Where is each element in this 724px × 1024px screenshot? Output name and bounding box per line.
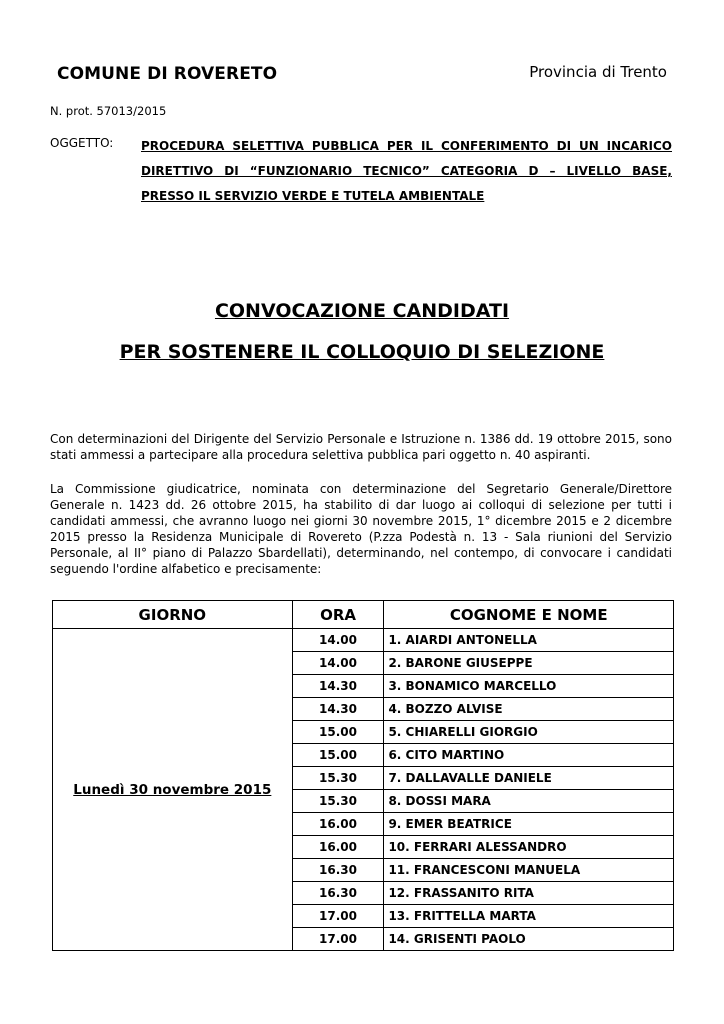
candidate-name-cell: 13. FRITTELLA MARTA bbox=[384, 905, 674, 928]
time-cell: 16.30 bbox=[292, 859, 384, 882]
interview-schedule-table bbox=[52, 600, 674, 951]
time-cell: 16.00 bbox=[292, 813, 384, 836]
document-title-line-1: CONVOCAZIONE CANDIDATI bbox=[214, 300, 510, 322]
candidate-name-cell: 7. DALLAVALLE DANIELE bbox=[384, 767, 674, 790]
header-day: GIORNO bbox=[53, 601, 293, 629]
candidate-name-cell: 2. BARONE GIUSEPPE bbox=[384, 652, 674, 675]
province-name: Provincia di Trento bbox=[529, 63, 667, 81]
time-cell: 14.00 bbox=[292, 629, 384, 652]
candidate-name-cell: 10. FERRARI ALESSANDRO bbox=[384, 836, 674, 859]
protocol-number: N. prot. 57013/2015 bbox=[50, 104, 167, 118]
paragraph-admission: Con determinazioni del Dirigente del Servizio Personale e Istruzione n. 1386 dd. 19 ottobre 2015, sono stati ammessi a partecipare alla procedura selettiva pubblica pari oggetto n. 40 aspiranti. bbox=[50, 432, 672, 462]
candidate-name-cell: 5. CHIARELLI GIORGIO bbox=[384, 721, 674, 744]
time-cell: 15.30 bbox=[292, 767, 384, 790]
header-time: ORA bbox=[292, 601, 384, 629]
time-cell: 14.30 bbox=[292, 675, 384, 698]
subject-label: OGGETTO: bbox=[50, 136, 114, 150]
time-cell: 14.00 bbox=[292, 652, 384, 675]
candidate-name-cell: 11. FRANCESCONI MANUELA bbox=[384, 859, 674, 882]
candidate-name-cell: 1. AIARDI ANTONELLA bbox=[384, 629, 674, 652]
candidate-name-cell: 6. CITO MARTINO bbox=[384, 744, 674, 767]
candidate-name-cell: 3. BONAMICO MARCELLO bbox=[384, 675, 674, 698]
time-cell: 17.00 bbox=[292, 905, 384, 928]
time-cell: 15.00 bbox=[292, 721, 384, 744]
candidate-name-cell: 8. DOSSI MARA bbox=[384, 790, 674, 813]
time-cell: 15.30 bbox=[292, 790, 384, 813]
time-cell: 16.30 bbox=[292, 882, 384, 905]
subject-text: PROCEDURA SELETTIVA PUBBLICA PER IL CONFERIMENTO DI UN INCARICO DIRETTIVO DI “FUNZIONARIO TECNICO” CATEGORIA D – LIVELLO BASE, PRESSO IL SERVIZIO VERDE E TUTELA AMBIENTALE bbox=[141, 139, 672, 203]
municipality-name: COMUNE DI ROVERETO bbox=[57, 64, 278, 84]
table-body bbox=[53, 629, 674, 951]
candidate-name-cell: 14. GRISENTI PAOLO bbox=[384, 928, 674, 951]
document-title-line-2: PER SOSTENERE IL COLLOQUIO DI SELEZIONE bbox=[119, 341, 605, 363]
candidate-name-cell: 12. FRASSANITO RITA bbox=[384, 882, 674, 905]
time-cell: 16.00 bbox=[292, 836, 384, 859]
candidate-name-cell: 4. BOZZO ALVISE bbox=[384, 698, 674, 721]
time-cell: 14.30 bbox=[292, 698, 384, 721]
time-cell: 17.00 bbox=[292, 928, 384, 951]
day-cell: Lunedì 30 novembre 2015 bbox=[53, 629, 293, 951]
candidate-name-cell: 9. EMER BEATRICE bbox=[384, 813, 674, 836]
time-cell: 15.00 bbox=[292, 744, 384, 767]
table-header-row bbox=[53, 601, 674, 629]
paragraph-commission: La Commissione giudicatrice, nominata con determinazione del Segretario Generale/Direttore Generale n. 1423 dd. 26 ottobre 2015, ha stabilito di dar luogo ai colloqui di selezione per tutti i candidati ammessi, che avranno luogo nei giorni 30 novembre 2015, 1° dicembre 2015 e 2 dicembre 2015 presso la Residenza Municipale di Rovereto (P.zza Podestà n. 13 - Sala riunioni del Servizio Personale, al II° piano di Palazzo Sbardellati), determinando, nel contempo, di convocare i candidati seguendo l'ordine alfabetico e precisamente: bbox=[50, 482, 672, 576]
header-name: COGNOME E NOME bbox=[384, 601, 674, 629]
table-row bbox=[53, 629, 674, 652]
